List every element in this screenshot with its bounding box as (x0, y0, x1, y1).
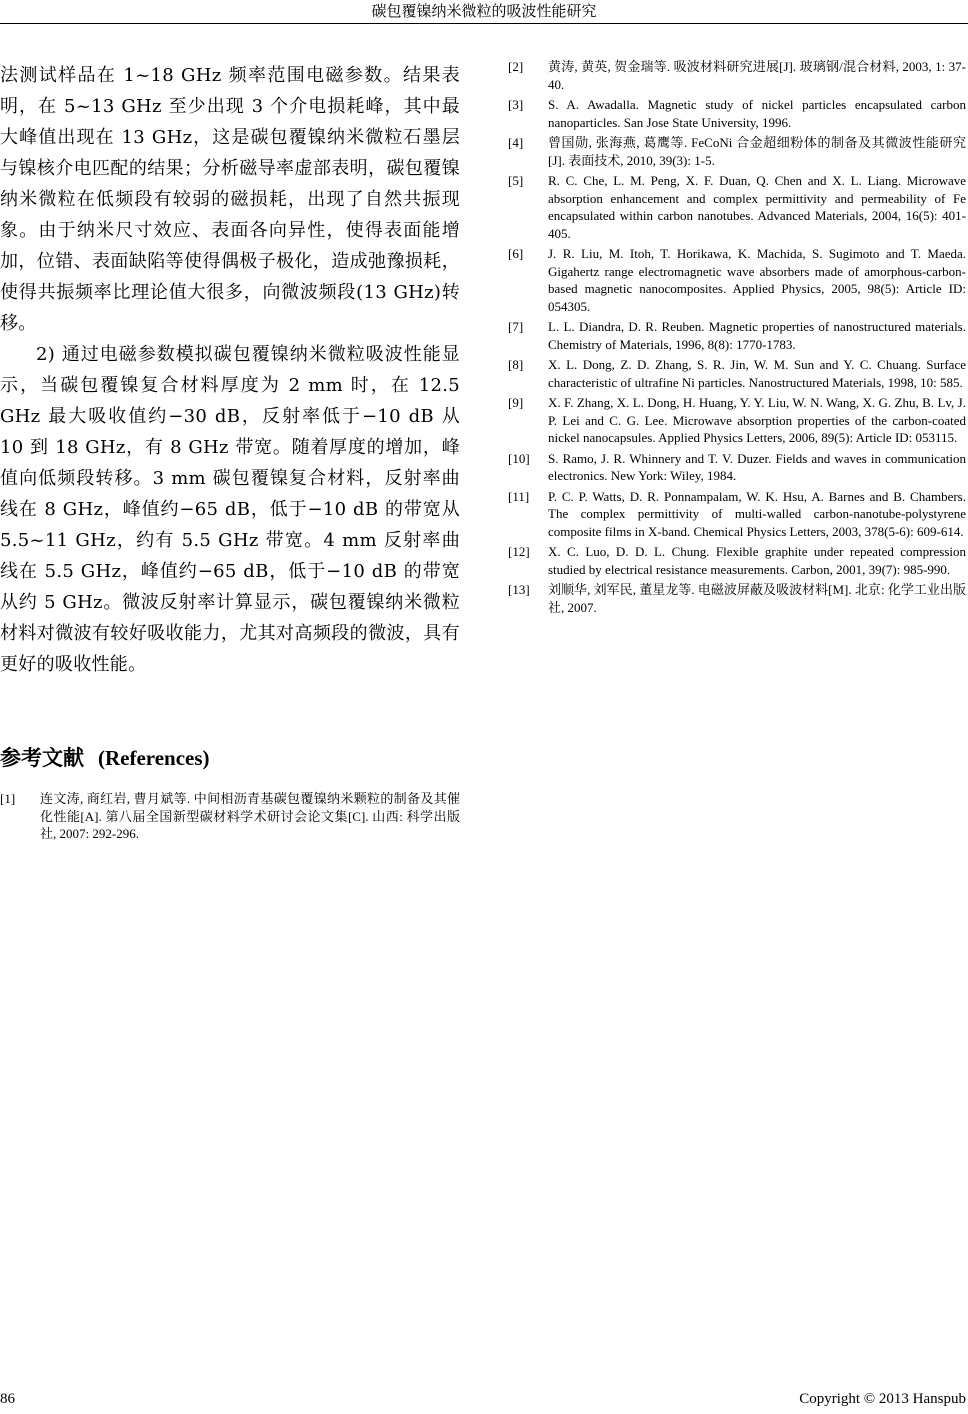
reference-item (508, 172, 966, 242)
reference-number: [8] (508, 357, 524, 372)
reference-number: [13] (508, 582, 530, 597)
reference-text: X. C. Luo, D. D. L. Chung. Flexible graphite under repeated compression studied by electrical resistance measurements. Carbon, 2001, 39(7): 985-990. (548, 544, 966, 577)
body-paragraph-1: 法测试样品在 1~18 GHz 频率范围电磁参数。结果表明，在 5~13 GHz 至少出现 3 个介电损耗峰，其中最大峰值出现在 13 GHz，这是碳包覆镍纳米微粒石墨层与镍核介电匹配的结果；分析磁导率虚部表明，碳包覆镍纳米微粒在低频段有较弱的磁损耗，出现了自然共振现象。由于纳米尺寸效应、表面各向异性，使得表面能增加，位错、表面缺陷等使得偶极子极化，造成弛豫损耗，使得共振频率比理论值大很多，向微波频段(13 GHz)转移。 (0, 65, 460, 334)
reference-number: [2] (508, 59, 524, 74)
reference-item (508, 450, 966, 485)
copyright-notice: Copyright © 2013 Hanspub (799, 1391, 966, 1407)
reference-text: J. R. Liu, M. Itoh, T. Horikawa, K. Machida, S. Sugimoto and T. Maeda. Gigahertz range electromagnetic wave absorbers made of amorphous-carbon-based magnetic nanocomposites. Applied Physics, 2005, 98(5): Article ID: 054305. (548, 246, 966, 314)
body-paragraph-2: 2) 通过电磁参数模拟碳包覆镍纳米微粒吸波性能显示，当碳包覆镍复合材料厚度为 2 mm 时，在 12.5 GHz 最大吸收值约−30 dB，反射率低于−10 dB 从 10 到 18 GHz，有 8 GHz 带宽。随着厚度的增加，峰值向低频段转移。3 mm 碳包覆镍复合材料，反射率曲线在 8 GHz，峰值约−65 dB，低于−10 dB 的带宽从 5.5~11 GHz，约有 5.5 GHz 带宽。4 mm 反射率曲线在 5.5 GHz，峰值约−65 dB，低于−10 dB 的带宽从约 5 GHz。微波反射率计算显示，碳包覆镍纳米微粒材料对微波有较好吸收能力，尤其对高频段的微波，具有更好的吸收性能。 (0, 344, 460, 675)
running-header-title: 碳包覆镍纳米微粒的吸波性能研究 (371, 2, 597, 20)
references-heading-cn: 参考文献 (0, 746, 84, 770)
references-right-list (508, 58, 966, 619)
reference-item (508, 58, 966, 93)
reference-item (0, 790, 460, 843)
reference-text: 连文涛, 商红岩, 曹月斌等. 中间相沥青基碳包覆镍纳米颗粒的制备及其催化性能[A]. 第八届全国新型碳材料学术研讨会论文集[C]. 山西: 科学出版社, 2007: 292-296. (40, 791, 460, 841)
reference-number: [1] (0, 791, 16, 806)
left-column (0, 60, 460, 680)
reference-text: R. C. Che, L. M. Peng, X. F. Duan, Q. Chen and X. L. Liang. Microwave absorption enhancement and complex permittivity and permeability of Fe encapsulated within carbon nanotubes. Advanced Materials, 2004, 16(5): 401-405. (548, 173, 966, 241)
header-rule (0, 23, 968, 24)
reference-text: S. A. Awadalla. Magnetic study of nickel particles encapsulated carbon nanoparticles. San Jose State University, 1996. (548, 97, 966, 130)
references-heading (0, 742, 210, 772)
reference-number: [7] (508, 319, 524, 334)
reference-number: [3] (508, 97, 524, 112)
reference-text: L. L. Diandra, D. R. Reuben. Magnetic properties of nanostructured materials. Chemistry of Materials, 1996, 8(8): 1770-1783. (548, 319, 966, 352)
reference-text: X. F. Zhang, X. L. Dong, H. Huang, Y. Y. Liu, W. N. Wang, X. G. Zhu, B. Lv, J. P. Lei and C. G. Lee. Microwave absorption properties of the carbon-coated nickel nanocapsules. Applied Physics Letters, 2006, 89(5): Article ID: 053115. (548, 395, 966, 445)
reference-number: [12] (508, 544, 530, 559)
reference-text: 刘顺华, 刘军民, 董星龙等. 电磁波屏蔽及吸波材料[M]. 北京: 化学工业出版社, 2007. (548, 582, 966, 615)
reference-text: S. Ramo, J. R. Whinnery and T. V. Duzer. Fields and waves in communication electronics. New York: Wiley, 1984. (548, 450, 966, 483)
reference-item (508, 96, 966, 131)
reference-item (508, 245, 966, 315)
reference-number: [9] (508, 395, 524, 410)
references-left-list (0, 790, 460, 846)
reference-number: [4] (508, 135, 524, 150)
reference-text: P. C. P. Watts, D. R. Ponnampalam, W. K. Hsu, A. Barnes and B. Chambers. The complex permittivity of multi-walled carbon-nanotube-polystyrene composite films in X-band. Chemical Physics Letters, 2003, 378(5-6): 609-614. (548, 488, 966, 539)
reference-item (508, 134, 966, 169)
reference-number: [6] (508, 246, 524, 261)
reference-text: 黄涛, 黄英, 贺金瑞等. 吸波材料研究进展[J]. 玻璃钢/混合材料, 2003, 1: 37-40. (548, 59, 966, 92)
reference-item (508, 318, 966, 353)
reference-item (508, 488, 966, 541)
references-heading-en: (References) (98, 746, 210, 770)
reference-number: [10] (508, 450, 530, 466)
reference-item (508, 581, 966, 616)
reference-number: [5] (508, 173, 524, 188)
reference-text: 曾国勋, 张海燕, 葛鹰等. FeCoNi 合金超细粉体的制备及其微波性能研究[J]. 表面技术, 2010, 39(3): 1-5. (548, 135, 966, 168)
reference-number: [11] (508, 488, 530, 504)
reference-item (508, 394, 966, 447)
page-number: 86 (0, 1391, 15, 1407)
reference-text: X. L. Dong, Z. D. Zhang, S. R. Jin, W. M. Sun and Y. C. Chuang. Surface characteristic of ultrafine Ni particles. Nanostructured Materials, 1998, 10: 585. (548, 357, 966, 390)
reference-item (508, 543, 966, 578)
reference-item (508, 356, 966, 391)
